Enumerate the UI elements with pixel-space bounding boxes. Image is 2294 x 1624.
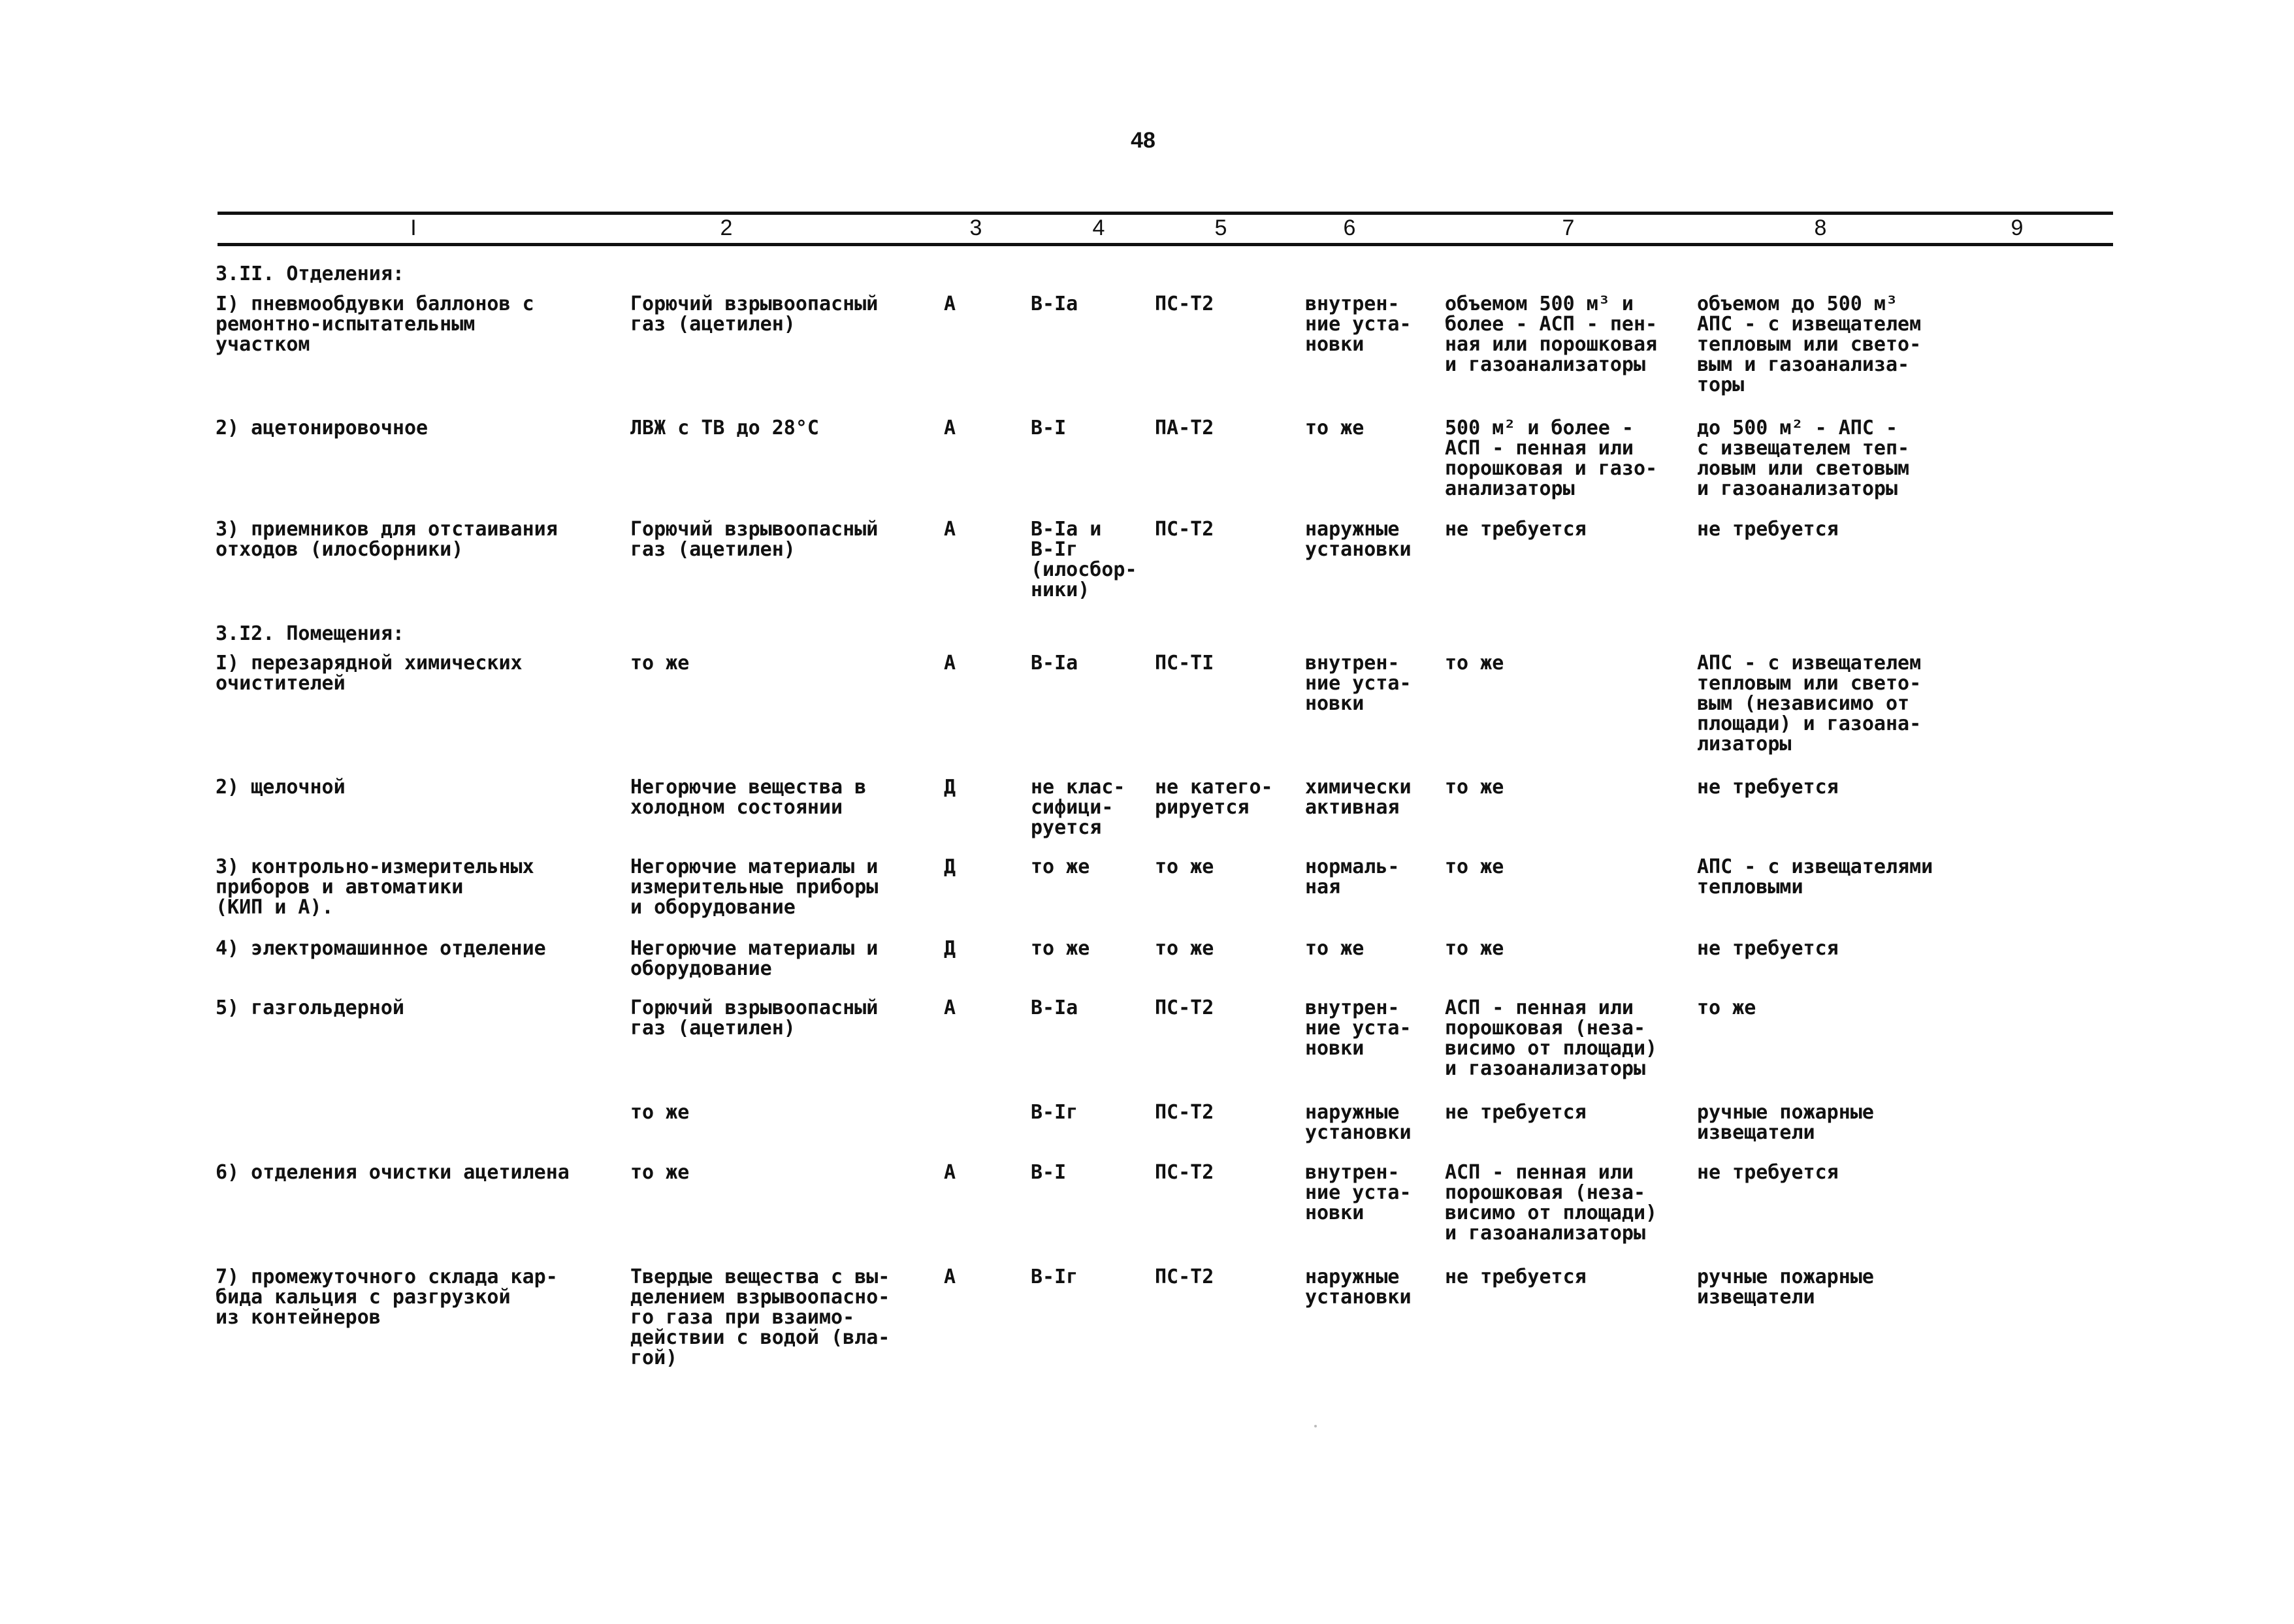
column-header-8: 8	[1814, 215, 1827, 240]
column-header-7: 7	[1562, 215, 1575, 240]
cell-zone-class: В-Iа	[1031, 293, 1078, 315]
column-header-4: 4	[1092, 215, 1105, 240]
cell-name: I) перезарядной химических очистителей	[216, 652, 523, 695]
cell-category: А	[944, 1161, 956, 1184]
cell-col7: то же	[1445, 652, 1504, 675]
cell-substance: Горючий взрывоопасный газ (ацетилен)	[630, 293, 879, 336]
cell-name: I) пневмообдувки баллонов с ремонтно-испытательным участком	[216, 293, 534, 356]
cell-col8: АПС - с извещателями тепловыми	[1697, 855, 1933, 899]
cell-environment: наружные установки	[1305, 518, 1412, 561]
cell-substance: то же	[630, 652, 690, 675]
cell-mixture-group: то же	[1155, 937, 1214, 960]
scan-speck	[1314, 1425, 1317, 1427]
cell-mixture-group: ПС-Т2	[1155, 996, 1214, 1019]
cell-col7: то же	[1445, 937, 1504, 960]
page-number: 48	[1131, 128, 1155, 153]
cell-col8: АПС - с извещателем тепловым или свето- вым (независимо от площади) и газоана- лизаторы	[1697, 652, 1922, 756]
section-heading-rooms: 3.I2. Помещения:	[216, 622, 404, 645]
cell-category: А	[944, 293, 956, 315]
cell-mixture-group: ПС-Т2	[1155, 293, 1214, 315]
cell-name: 2) щелочной	[216, 776, 346, 799]
cell-col8: ручные пожарные извещатели	[1697, 1266, 1874, 1309]
cell-name: 4) электромашинное отделение	[216, 937, 546, 960]
column-header-5: 5	[1214, 215, 1227, 240]
cell-substance: Горючий взрывоопасный газ (ацетилен)	[630, 996, 879, 1040]
cell-category: А	[944, 1266, 956, 1288]
cell-substance: то же	[630, 1161, 690, 1184]
cell-substance: Негорючие материалы и оборудование	[630, 937, 879, 980]
cell-col8: то же	[1697, 996, 1756, 1019]
cell-environment: наружные установки	[1305, 1266, 1412, 1309]
cell-category: А	[944, 417, 956, 439]
cell-col7: не требуется	[1445, 1266, 1587, 1288]
cell-col8: не требуется	[1697, 518, 1839, 541]
cell-mixture-group: ПС-ТI	[1155, 652, 1214, 675]
cell-category: А	[944, 518, 956, 541]
cell-mixture-group: ПС-Т2	[1155, 1161, 1214, 1184]
column-header-3: 3	[969, 215, 982, 240]
cell-zone-class: В-Iг	[1031, 1101, 1078, 1124]
cell-zone-class: В-I	[1031, 1161, 1067, 1184]
cell-col7: АСП - пенная или порошковая (неза- висимо от площади) и газоанализаторы	[1445, 1161, 1658, 1245]
cell-environment: наружные установки	[1305, 1101, 1412, 1144]
cell-col8: до 500 м² - АПС - с извещателем теп- ловым или световым и газоанализаторы	[1697, 417, 1910, 500]
cell-zone-class: В-I	[1031, 417, 1067, 439]
cell-mixture-group: ПА-Т2	[1155, 417, 1214, 439]
cell-environment: внутрен- ние уста- новки	[1305, 293, 1412, 356]
cell-mixture-group: ПС-Т2	[1155, 518, 1214, 541]
cell-environment: химически активная	[1305, 776, 1412, 819]
cell-col7: 500 м² и более - АСП - пенная или порошковая и газо- анализаторы	[1445, 417, 1658, 500]
cell-mixture-group: не катего- рируется	[1155, 776, 1273, 819]
cell-col8: не требуется	[1697, 1161, 1839, 1184]
cell-col7: не требуется	[1445, 518, 1587, 541]
cell-mixture-group: то же	[1155, 855, 1214, 878]
cell-name: 3) приемников для отстаивания отходов (илосборники)	[216, 518, 558, 561]
cell-substance: Негорючие материалы и измерительные приборы и оборудование	[630, 855, 879, 919]
cell-environment: то же	[1305, 417, 1365, 439]
cell-mixture-group: ПС-Т2	[1155, 1266, 1214, 1288]
cell-col7: объемом 500 м³ и более - АСП - пен- ная или порошковая и газоанализаторы	[1445, 293, 1658, 376]
cell-zone-class: В-Iг	[1031, 1266, 1078, 1288]
cell-category: А	[944, 996, 956, 1019]
cell-category: А	[944, 652, 956, 675]
cell-environment: нормаль- ная	[1305, 855, 1400, 899]
cell-name: 2) ацетонировочное	[216, 417, 428, 439]
column-header-6: 6	[1343, 215, 1356, 240]
header-rule-bottom	[218, 243, 2113, 246]
cell-substance: Негорючие вещества в холодном состоянии	[630, 776, 867, 819]
cell-col8: не требуется	[1697, 776, 1839, 799]
cell-environment: то же	[1305, 937, 1365, 960]
cell-zone-class: В-Iа	[1031, 996, 1078, 1019]
cell-name: 6) отделения очистки ацетилена	[216, 1161, 570, 1184]
cell-zone-class: В-Iа	[1031, 652, 1078, 675]
cell-col7: не требуется	[1445, 1101, 1587, 1124]
column-header-9: 9	[2011, 215, 2024, 240]
section-heading-departments: 3.II. Отделения:	[216, 263, 404, 285]
cell-col7: то же	[1445, 776, 1504, 799]
cell-zone-class: не клас- сифици- руется	[1031, 776, 1125, 839]
cell-substance: Твердые вещества с вы- делением взрывоопасно- го газа при взаимо- действии с водой (вла- гой)	[630, 1266, 890, 1369]
cell-substance: то же	[630, 1101, 690, 1124]
cell-category: Д	[944, 776, 956, 799]
cell-substance: ЛВЖ с ТВ до 28°С	[630, 417, 819, 439]
column-header-2: 2	[720, 215, 733, 240]
cell-col8: не требуется	[1697, 937, 1839, 960]
cell-zone-class: то же	[1031, 937, 1090, 960]
cell-mixture-group: ПС-Т2	[1155, 1101, 1214, 1124]
cell-zone-class: то же	[1031, 855, 1090, 878]
cell-category: Д	[944, 937, 956, 960]
cell-environment: внутрен- ние уста- новки	[1305, 1161, 1412, 1224]
cell-name: 3) контрольно-измерительных приборов и автоматики (КИП и А).	[216, 855, 534, 919]
column-header-1: I	[410, 215, 417, 240]
cell-category: Д	[944, 855, 956, 878]
cell-name: 5) газгольдерной	[216, 996, 404, 1019]
cell-substance: Горючий взрывоопасный газ (ацетилен)	[630, 518, 879, 561]
cell-environment: внутрен- ние уста- новки	[1305, 996, 1412, 1060]
cell-name: 7) промежуточного склада кар- бида кальция с разгрузкой из контейнеров	[216, 1266, 558, 1329]
cell-col7: АСП - пенная или порошковая (неза- висимо от площади) и газоанализаторы	[1445, 996, 1658, 1080]
cell-environment: внутрен- ние уста- новки	[1305, 652, 1412, 715]
cell-zone-class: В-Iа и В-Iг (илосбор- ники)	[1031, 518, 1137, 601]
cell-col8: ручные пожарные извещатели	[1697, 1101, 1874, 1144]
cell-col8: объемом до 500 м³ АПС - с извещателем тепловым или свето- вым и газоанализа- торы	[1697, 293, 1922, 396]
cell-col7: то же	[1445, 855, 1504, 878]
